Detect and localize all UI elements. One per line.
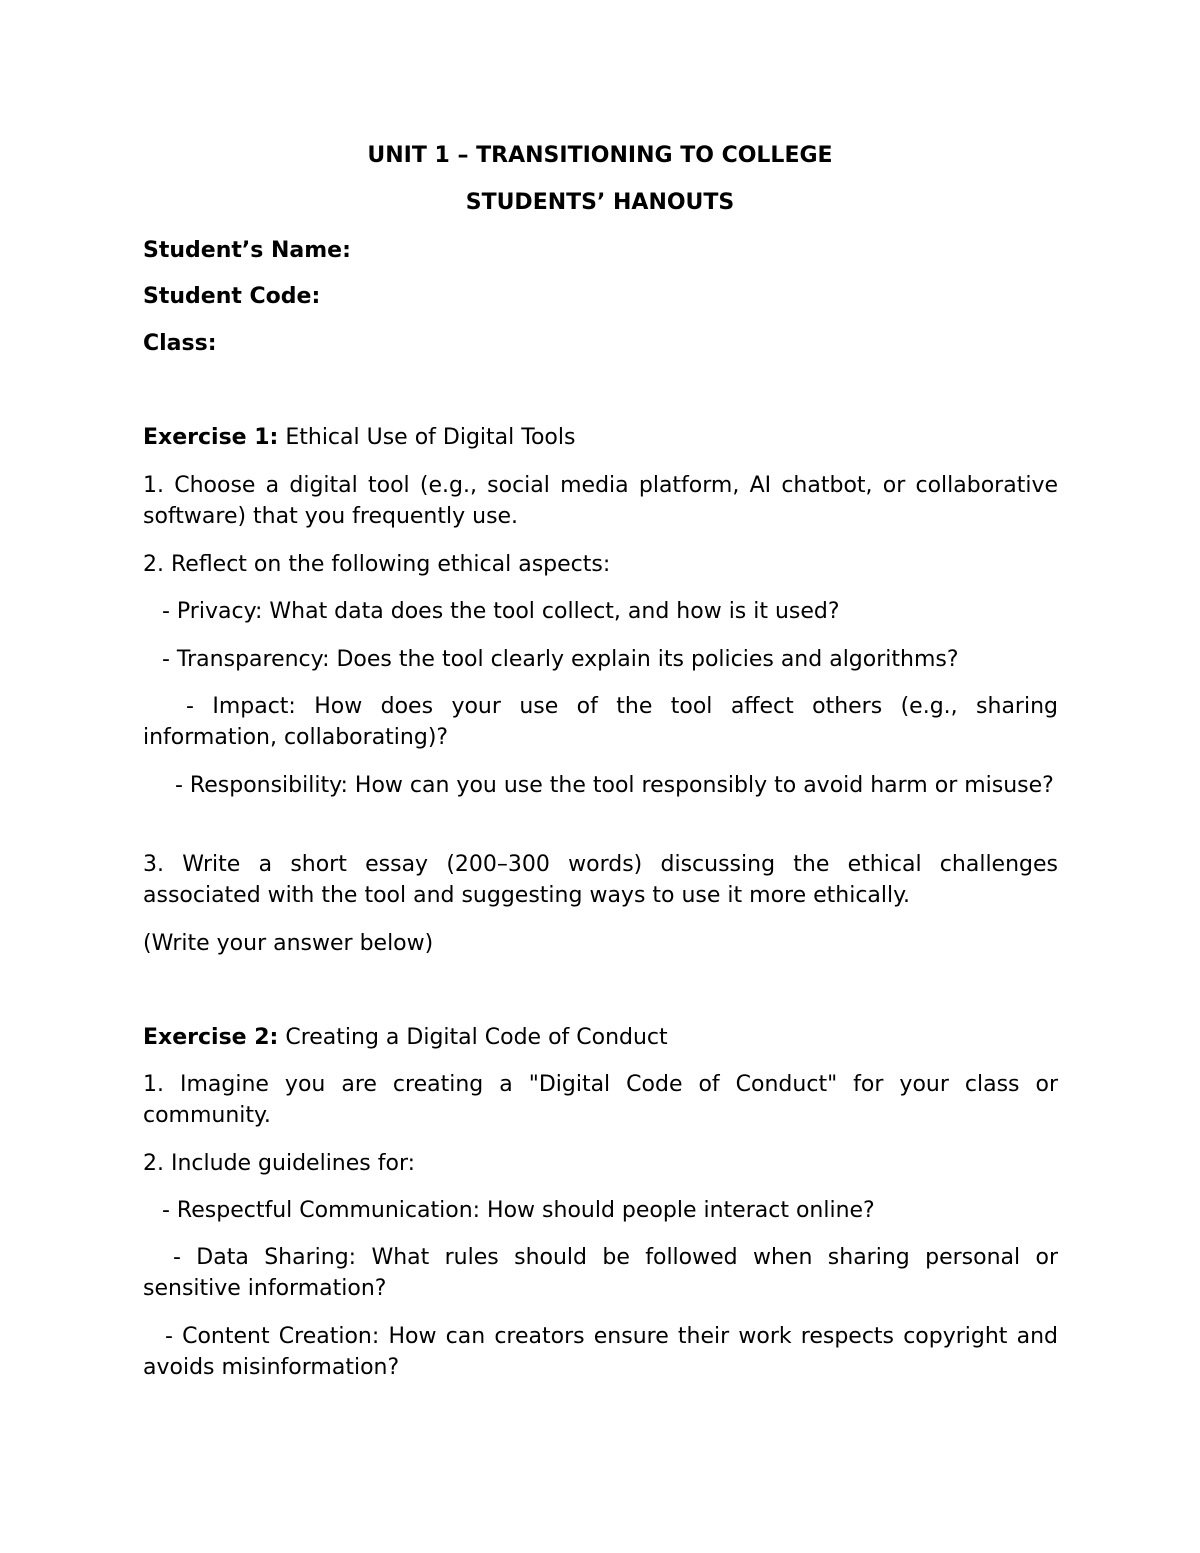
student-name-label: Student’s Name: [143,238,351,263]
exercise-1-item-3: 3. Write a short essay (200–300 words) discussing the ethical challenges associated with the tool and suggesting ways to use it more ethically. [143,852,1058,908]
exercise-2-label: Exercise 2: [143,1025,279,1050]
document-subtitle: STUDENTS’ HANOUTS [465,190,735,215]
exercise-1-label: Exercise 1: [143,425,279,450]
document-title: UNIT 1 – TRANSITIONING TO COLLEGE [367,143,833,168]
exercise-1-title: Ethical Use of Digital Tools [278,425,576,450]
exercise-2-item-1: 1. Imagine you are creating a "Digital Code of Conduct" for your class or community. [143,1072,1058,1128]
exercise-2-title: Creating a Digital Code of Conduct [278,1025,668,1050]
exercise-1-impact: - Impact: How does your use of the tool affect others (e.g., sharing information, collaborating)? [143,694,1058,750]
exercise-2-content-creation: - Content Creation: How can creators ensure their work respects copyright and avoids misinformation? [143,1324,1058,1380]
exercise-1-answer-note: (Write your answer below) [143,931,434,956]
exercise-1-privacy: - Privacy: What data does the tool collect, and how is it used? [162,599,840,624]
exercise-2-item-2: 2. Include guidelines for: [143,1151,416,1176]
exercise-2-respectful-communication: - Respectful Communication: How should people interact online? [162,1198,875,1223]
exercise-1-item-2: 2. Reflect on the following ethical aspects: [143,552,611,577]
exercise-1-responsibility: - Responsibility: How can you use the tool responsibly to avoid harm or misuse? [175,773,1054,798]
exercise-1-transparency: - Transparency: Does the tool clearly explain its policies and algorithms? [162,647,959,672]
exercise-2-data-sharing: - Data Sharing: What rules should be followed when sharing personal or sensitive information? [143,1245,1058,1301]
class-label: Class: [143,331,217,356]
exercise-1-heading [143,422,575,453]
student-code-label: Student Code: [143,284,321,309]
exercise-1-item-1: 1. Choose a digital tool (e.g., social media platform, AI chatbot, or collaborative software) that you frequently use. [143,473,1058,529]
exercise-2-heading [143,1022,668,1053]
